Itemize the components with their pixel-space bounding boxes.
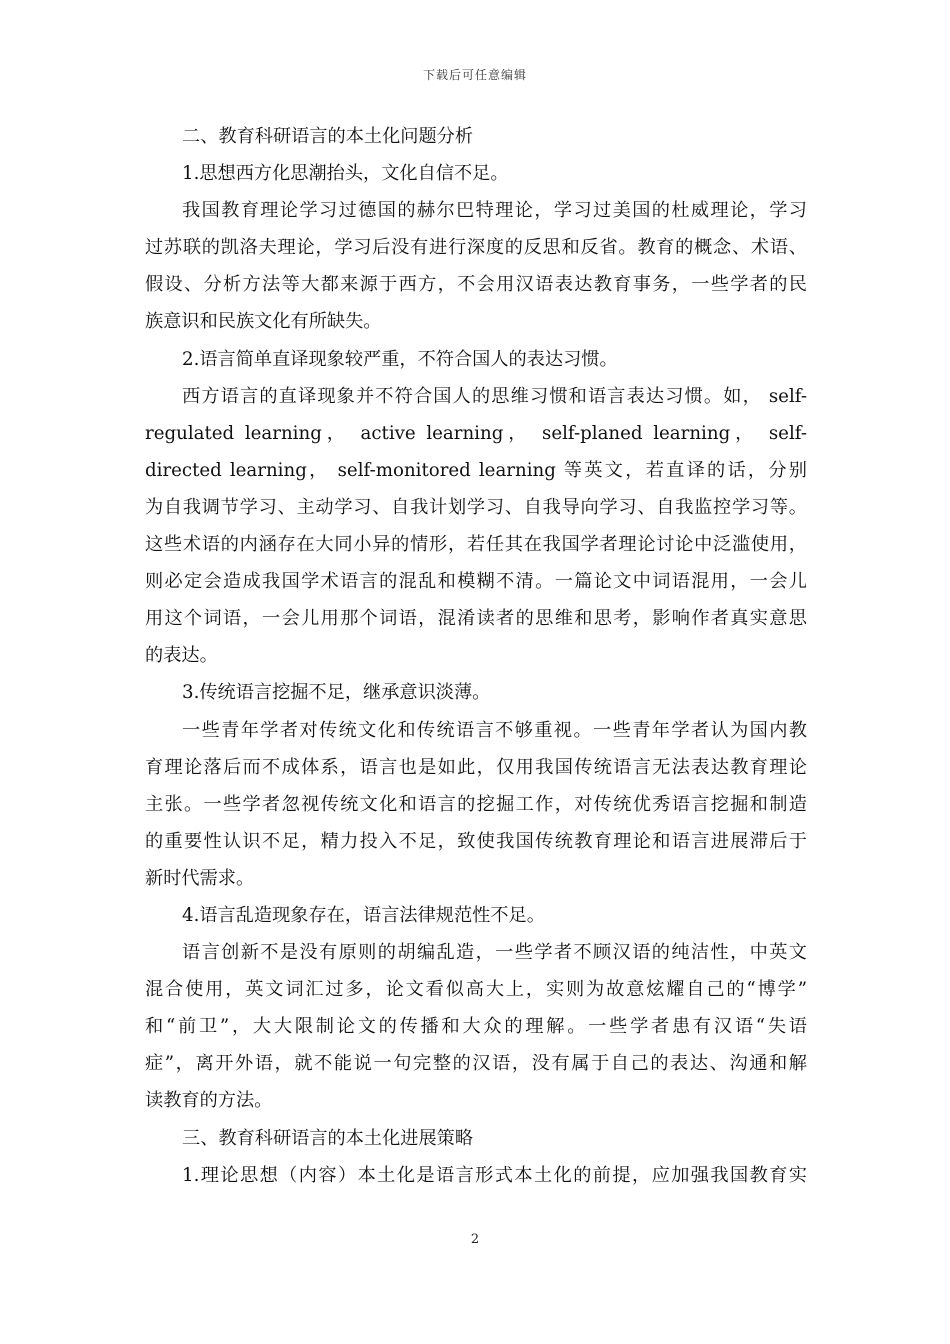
body-line: 的表达。: [145, 645, 218, 667]
body-line: 新时代需求。: [145, 867, 255, 889]
body-line: 这些术语的内涵存在大同小异的情形，若任其在我国学者理论讨论中泛滥使用，: [145, 534, 807, 556]
section-heading-2: 二、教育科研语言的本土化问题分析: [182, 126, 474, 147]
body-line: 我国教育理论学习过德国的赫尔巴特理论，学习过美国的杜威理论，学习: [182, 200, 807, 222]
body-line: 假设、分析方法等大都来源于西方，不会用汉语表达教育事务，一些学者的民: [145, 274, 807, 296]
body-line: 的重要性认识不足，精力投入不足，致使我国传统教育理论和语言进展滞后于: [145, 830, 807, 852]
subheading-2-2: 2.语言简单直译现象较严重，不符合国人的表达习惯。: [182, 348, 618, 370]
body-line: 西方语言的直译现象并不符合国人的思维习惯和语言表达习惯。如， self-: [182, 385, 807, 407]
body-line: 症”，离开外语，就不能说一句完整的汉语，没有属于自己的表达、沟通和解: [145, 1053, 807, 1075]
body-line: 过苏联的凯洛夫理论，学习后没有进行深度的反思和反省。教育的概念、术语、: [145, 237, 807, 259]
body-line: 语言创新不是没有原则的胡编乱造，一些学者不顾汉语的纯洁性，中英文: [182, 942, 807, 964]
section-heading-3: 三、教育科研语言的本土化进展策略: [182, 1127, 474, 1149]
body-line: 育理论落后而不成体系，语言也是如此，仅用我国传统语言无法表达教育理论: [145, 756, 807, 778]
subheading-2-4: 4.语言乱造现象存在，语言法律规范性不足。: [182, 904, 545, 926]
document-body: [145, 118, 807, 1194]
body-line: 则必定会造成我国学术语言的混乱和模糊不清。一篇论文中词语混用，一会儿: [145, 571, 807, 593]
body-line: 读教育的方法。: [145, 1090, 273, 1112]
page-number: 2: [470, 1232, 480, 1247]
body-line: 用这个词语，一会儿用那个词语，混淆读者的思维和思考，影响作者真实意思: [145, 608, 807, 630]
page-header-note: 下载后可任意编辑: [422, 68, 527, 82]
subheading-3-1: 1.理论思想（内容）本土化是语言形式本土化的前提，应加强我国教育实: [182, 1164, 807, 1186]
body-line: 一些青年学者对传统文化和传统语言不够重视。一些青年学者认为国内教: [182, 719, 807, 741]
body-line: 主张。一些学者忽视传统文化和语言的挖掘工作，对传统优秀语言挖掘和制造: [145, 793, 807, 815]
subheading-2-3: 3.传统语言挖掘不足，继承意识淡薄。: [182, 682, 491, 704]
subheading-2-1: 1.思想西方化思潮抬头，文化自信不足。: [182, 163, 509, 185]
body-line: 族意识和民族文化有所缺失。: [145, 311, 382, 333]
body-line: 为自我调节学习、主动学习、自我计划学习、自我导向学习、自我监控学习等。: [145, 496, 807, 518]
body-line: 和“前卫”，大大限制论文的传播和大众的理解。一些学者患有汉语“失语: [145, 1016, 807, 1038]
body-line: regulated learning， active learning， self-planed learning， self-: [145, 422, 807, 444]
body-line: directed learning， self-monitored learning 等英文，若直译的话，分别: [145, 459, 807, 481]
body-line: 混合使用，英文词汇过多，论文看似高大上，实则为故意炫耀自己的“博学”: [145, 979, 807, 1001]
